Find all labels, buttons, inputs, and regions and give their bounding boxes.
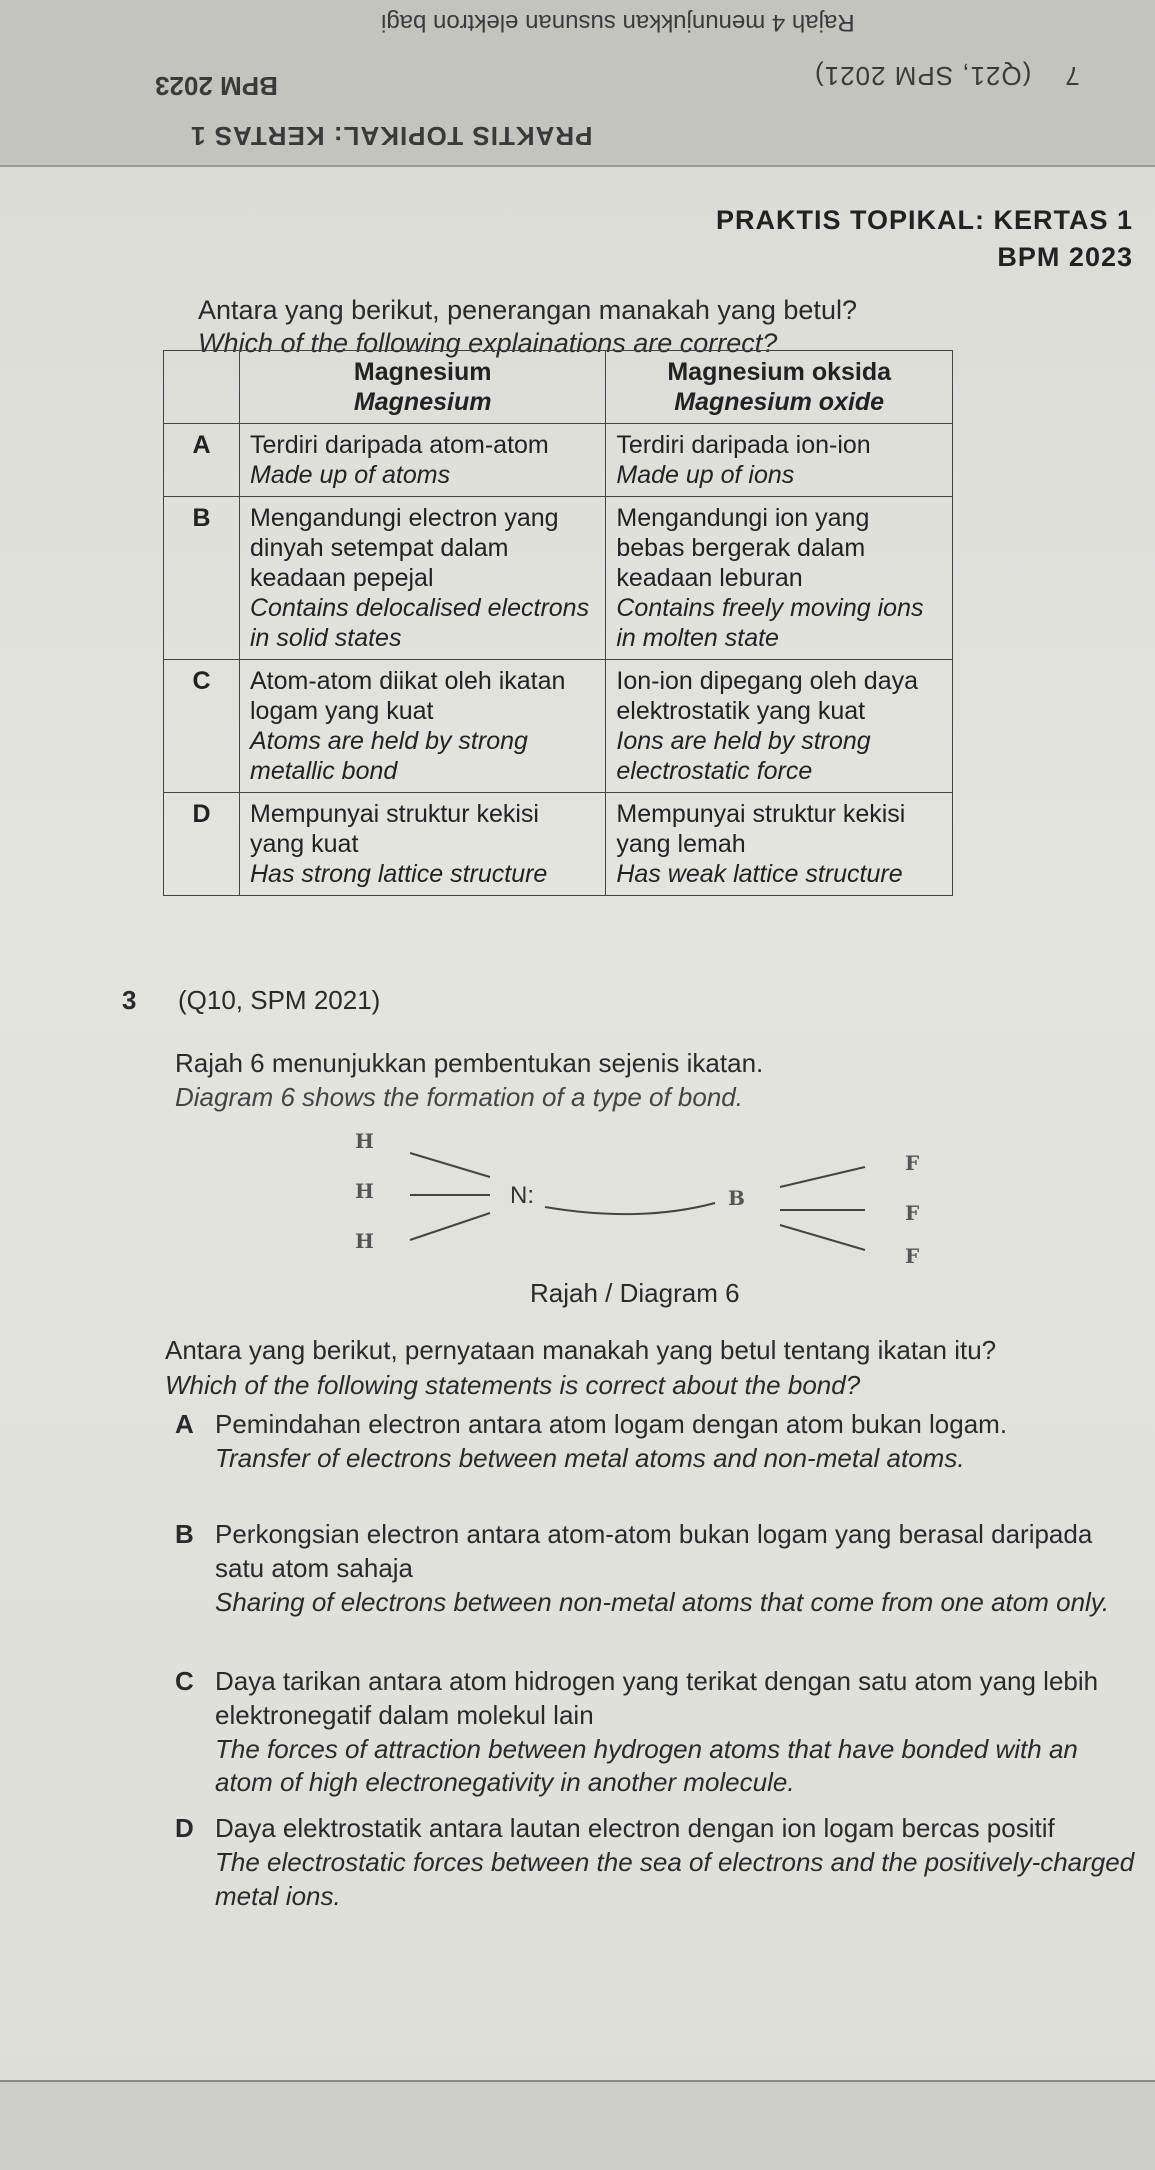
table-cell: Mempunyai struktur kekisi yang kuat Has strong lattice structure xyxy=(240,793,606,896)
mirrored-line-3: BPM 2023 xyxy=(155,71,278,101)
answer-option-c[interactable] xyxy=(175,1665,1135,1800)
q2-prompt-english: Which of the following explainations are correct? xyxy=(198,328,778,358)
q3-intro-malay: Rajah 6 menunjukkan pembentukan sejenis ikatan. xyxy=(175,1048,764,1078)
table-header-blank xyxy=(164,351,240,424)
table-cell: Atom-atom diikat oleh ikatan logam yang kuat Atoms are held by strong metallic bond xyxy=(240,660,606,793)
option-text-malay: Daya elektrostatik antara lautan electron dengan ion logam bercas positif xyxy=(215,1813,1055,1843)
nitrogen-atom: N: xyxy=(510,1182,534,1209)
page-bottom-shadow xyxy=(0,2082,1155,2170)
table-header-row xyxy=(164,351,953,424)
b-f-bond-3 xyxy=(780,1225,865,1250)
option-letter: A xyxy=(175,1409,194,1439)
fluorine-atom-3: F xyxy=(905,1244,920,1268)
b-f-bond-1 xyxy=(780,1167,865,1187)
n-h-bond-3 xyxy=(410,1213,490,1240)
table-cell: Ion-ion dipegang oleh daya elektrostatik yang kuat Ions are held by strong electrostatic force xyxy=(606,660,953,793)
option-text-english: The forces of attraction between hydrogen atoms that have bonded with an atom of high electronegativity in another molecule. xyxy=(215,1733,1078,1798)
bond-formation-diagram xyxy=(340,1125,940,1275)
hydrogen-atom-1: H xyxy=(355,1129,374,1153)
col1-heading-english: Magnesium xyxy=(353,388,492,416)
hydrogen-atom-3: H xyxy=(355,1229,374,1253)
answer-option-d[interactable] xyxy=(175,1812,1135,1913)
option-text-english: Sharing of electrons between non-metal atoms that come from one atom only. xyxy=(215,1586,1110,1617)
table-header-magnesium xyxy=(240,351,606,424)
q3-question-malay: Antara yang berikut, pernyataan manakah yang betul tentang ikatan itu? xyxy=(165,1335,997,1365)
table-cell: Terdiri daripada ion-ion Made up of ions xyxy=(606,424,953,497)
col2-heading-malay: Magnesium oksida xyxy=(667,358,892,386)
option-text-english: The electrostatic forces between the sea of electrons and the positively-charged metal ions. xyxy=(215,1846,1135,1911)
row-label: A xyxy=(164,424,240,497)
fluorine-atom-2: F xyxy=(905,1201,920,1225)
boron-atom: B xyxy=(728,1186,745,1210)
option-letter: D xyxy=(175,1813,194,1843)
mirrored-line-4: PRAKTIS TOPIKAL: KERTAS 1 xyxy=(190,121,593,151)
table-row xyxy=(164,793,953,896)
fluorine-atom-1: F xyxy=(905,1151,920,1175)
table-row xyxy=(164,660,953,793)
option-text-malay: Perkongsian electron antara atom-atom bukan logam yang berasal daripada satu atom sahaja xyxy=(215,1519,1093,1583)
answer-option-b[interactable] xyxy=(175,1518,1135,1619)
table-cell: Mengandungi electron yang dinyah setempat dalam keadaan pepejal Contains delocalised electrons in solid states xyxy=(240,497,606,660)
row-label: D xyxy=(164,793,240,896)
facing-page-reflection xyxy=(0,0,1155,167)
q3-question-english: Which of the following statements is correct about the bond? xyxy=(165,1370,861,1400)
mirrored-question-number: 7 xyxy=(1064,61,1080,91)
hydrogen-atom-2: H xyxy=(355,1179,374,1203)
page-header-title: PRAKTIS TOPIKAL: KERTAS 1 xyxy=(715,205,1133,235)
row-label: B xyxy=(164,497,240,660)
q2-prompt-malay: Antara yang berikut, penerangan manakah yang betul? xyxy=(198,295,857,325)
col1-heading-malay: Magnesium xyxy=(353,358,492,386)
q3-number: 3 xyxy=(122,985,137,1015)
table-cell: Mempunyai struktur kekisi yang lemah Has weak lattice structure xyxy=(606,793,953,896)
option-text-malay: Pemindahan electron antara atom logam dengan atom bukan logam. xyxy=(215,1409,1008,1439)
row-label: C xyxy=(164,660,240,793)
option-text-malay: Daya tarikan antara atom hidrogen yang terikat dengan satu atom yang lebih elektronegatif dalam molekul lain xyxy=(215,1666,1099,1730)
dative-bond-line xyxy=(545,1203,715,1214)
table-cell: Terdiri daripada atom-atom Made up of atoms xyxy=(240,424,606,497)
table-row xyxy=(164,424,953,497)
table-header-magnesium-oxide xyxy=(606,351,953,424)
diagram-caption: Rajah / Diagram 6 xyxy=(530,1278,740,1308)
option-letter: C xyxy=(175,1666,194,1696)
q3-source: (Q10, SPM 2021) xyxy=(178,985,381,1015)
option-text-english: Transfer of electrons between metal atoms and non-metal atoms. xyxy=(215,1442,965,1473)
mirrored-line-1: Rajah 4 menunjukkan susunan elektron bagi xyxy=(381,9,855,36)
mirrored-line-2 xyxy=(814,60,1080,91)
comparison-table xyxy=(163,350,953,896)
option-letter: B xyxy=(175,1519,194,1549)
n-h-bond-1 xyxy=(410,1153,490,1177)
mirrored-question-source: (Q21, SPM 2021) xyxy=(814,61,1032,91)
answer-option-a[interactable] xyxy=(175,1408,1135,1476)
table-cell: Mengandungi ion yang bebas bergerak dalam keadaan leburan Contains freely moving ions in molten state xyxy=(606,497,953,660)
q3-intro-english: Diagram 6 shows the formation of a type of bond. xyxy=(175,1082,743,1112)
page-header-subtitle: BPM 2023 xyxy=(997,242,1133,272)
col2-heading-english: Magnesium oxide xyxy=(674,388,885,416)
table-row xyxy=(164,497,953,660)
